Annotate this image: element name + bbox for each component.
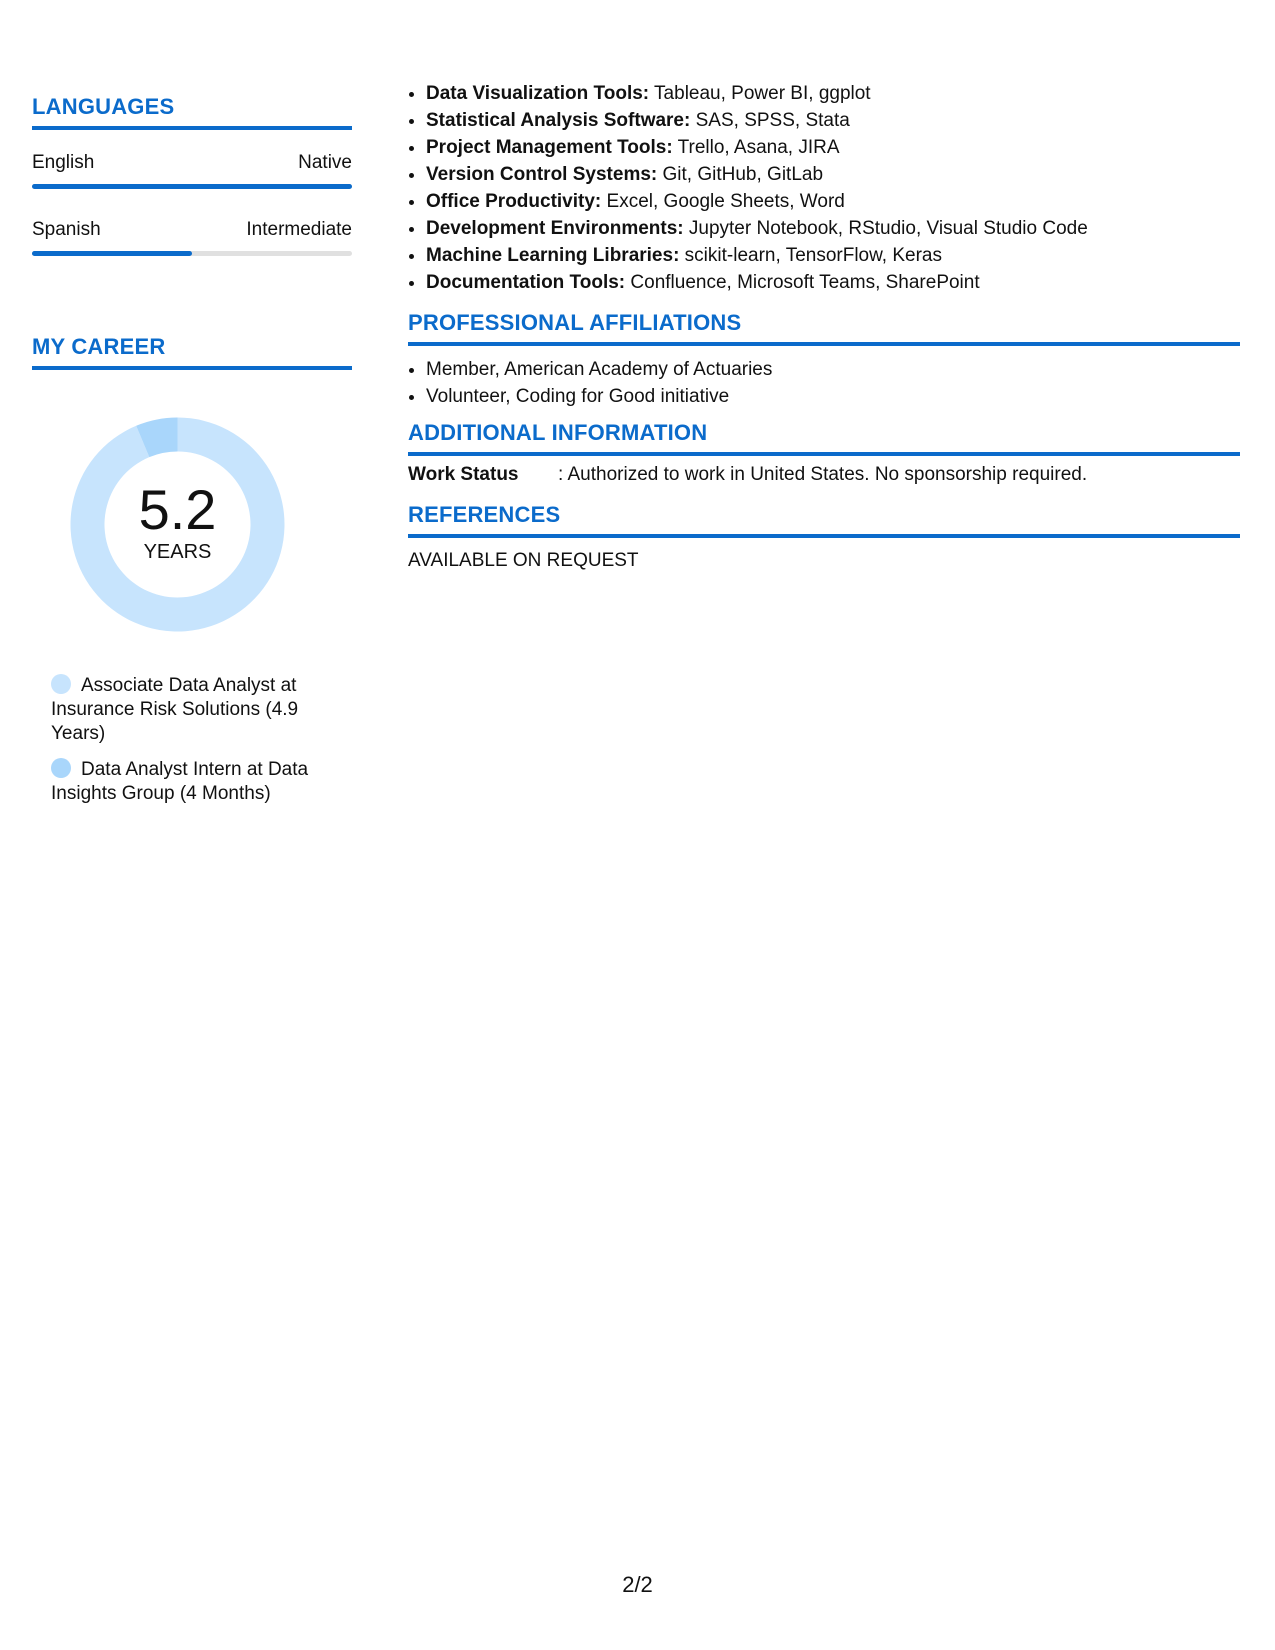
skill-label: Version Control Systems: [426, 164, 658, 185]
skill-value: SAS, SPSS, Stata [690, 110, 850, 131]
skill-label: Documentation Tools: [426, 272, 626, 293]
career-total-unit: YEARS [143, 541, 212, 563]
affiliations-section [408, 310, 1240, 410]
list-item [426, 161, 1258, 188]
list-item [426, 269, 1258, 296]
skill-value: Tableau, Power BI, ggplot [649, 83, 871, 104]
references-section [408, 502, 1240, 572]
work-status-value: : Authorized to work in United States. No sponsorship required. [558, 464, 1088, 485]
skill-label: Data Visualization Tools: [426, 83, 650, 104]
list-item [426, 242, 1258, 269]
additional-info-title: ADDITIONAL INFORMATION [408, 420, 1240, 456]
career-donut-chart [65, 412, 290, 637]
work-status-label: Work Status [408, 464, 519, 485]
legend-item [51, 758, 331, 806]
skill-value: Git, GitHub, GitLab [657, 164, 824, 185]
list-item [426, 134, 1258, 161]
skill-value: Trello, Asana, JIRA [672, 137, 840, 158]
languages-title: LANGUAGES [32, 94, 352, 130]
language-level: Intermediate [246, 219, 352, 240]
skill-label: Statistical Analysis Software: [426, 110, 691, 131]
language-item-spanish [32, 219, 352, 256]
list-item [426, 188, 1258, 215]
affiliations-title: PROFESSIONAL AFFILIATIONS [408, 310, 1240, 346]
skill-value: Confluence, Microsoft Teams, SharePoint [625, 272, 980, 293]
legend-item [51, 674, 331, 746]
skill-label: Machine Learning Libraries: [426, 245, 680, 266]
languages-section [32, 94, 352, 256]
list-item: • Member, American Academy of Actuaries [426, 356, 1240, 383]
skill-value: scikit-learn, TensorFlow, Keras [679, 245, 942, 266]
list-item [426, 80, 1258, 107]
legend-dot-icon [51, 674, 71, 694]
language-bar-fill [32, 251, 192, 256]
legend-dot-icon [51, 758, 71, 778]
language-bar-track [32, 184, 352, 189]
language-level: Native [298, 152, 352, 173]
career-title: MY CAREER [32, 334, 352, 370]
skill-value: Jupyter Notebook, RStudio, Visual Studio Code [683, 218, 1088, 239]
list-item: • Volunteer, Coding for Good initiative [426, 383, 1240, 410]
references-text: AVAILABLE ON REQUEST [408, 550, 639, 571]
career-legend [51, 674, 331, 818]
skill-label: Development Environments: [426, 218, 684, 239]
legend-label: Data Analyst Intern at Data Insights Group (4 Months) [51, 759, 309, 804]
language-name: English [32, 152, 95, 173]
references-title: REFERENCES [408, 502, 1240, 538]
language-name: Spanish [32, 219, 101, 240]
list-item [426, 107, 1258, 134]
career-section [32, 334, 352, 804]
skill-label: Office Productivity: [426, 191, 602, 212]
skill-value: Excel, Google Sheets, Word [601, 191, 845, 212]
language-bar-fill [32, 184, 352, 189]
skills-list [408, 80, 1258, 296]
language-item-english [32, 152, 352, 189]
affiliations-list [408, 356, 1240, 410]
additional-info-section [408, 420, 1240, 486]
legend-label: Associate Data Analyst at Insurance Risk Solutions (4.9 Years) [51, 675, 299, 744]
career-total-value: 5.2 [138, 478, 217, 541]
skill-label: Project Management Tools: [426, 137, 673, 158]
list-item [426, 215, 1258, 242]
language-bar-track [32, 251, 352, 256]
page-number: 2/2 [622, 1572, 653, 1597]
work-status-row [408, 464, 1240, 486]
